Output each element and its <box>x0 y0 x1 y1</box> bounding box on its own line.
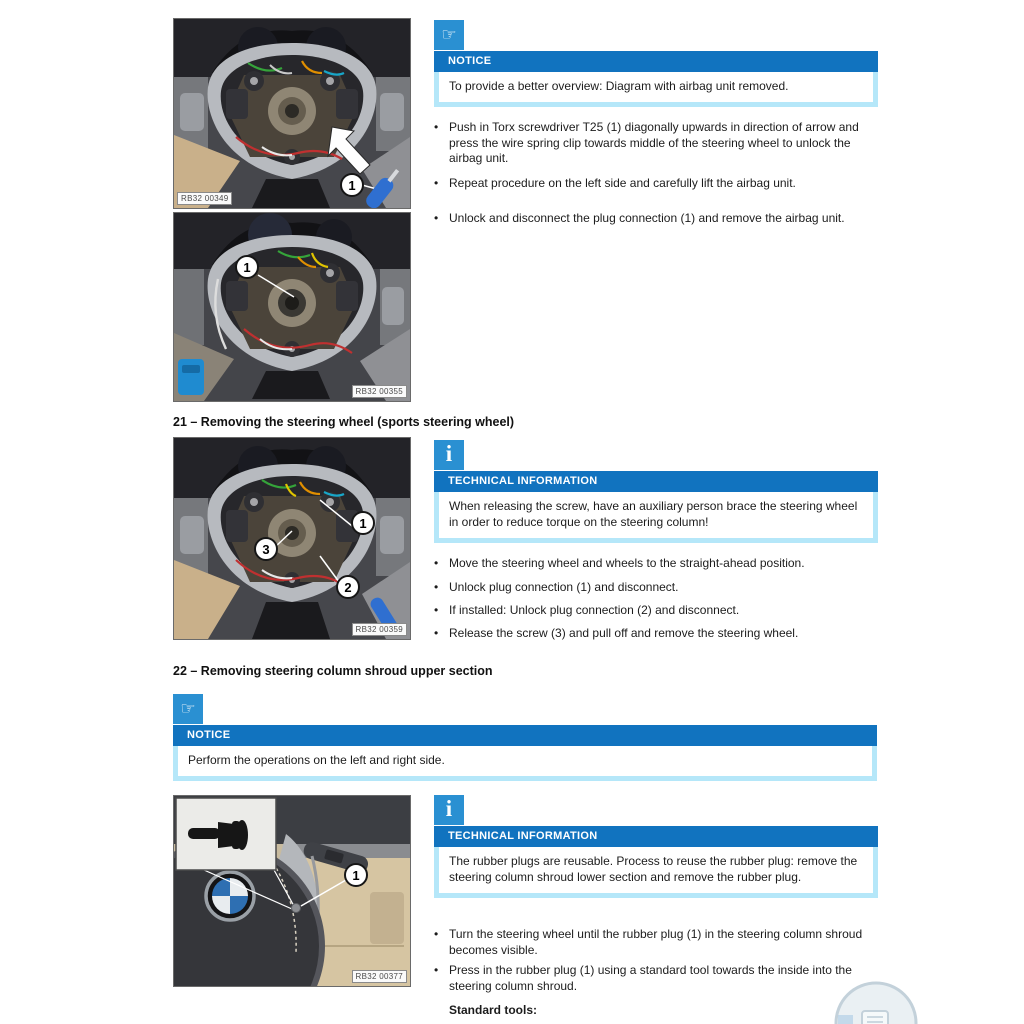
blue-connector-icon <box>178 359 204 395</box>
notice-header: NOTICE <box>434 51 878 72</box>
bullet-item: • Release the screw (3) and pull off and remove the steering wheel. <box>434 626 799 640</box>
callout-badge: 1 <box>344 863 368 887</box>
figure-plug-connection <box>173 212 411 402</box>
callout-badge: 3 <box>254 537 278 561</box>
section-heading-21: 21 – Removing the steering wheel (sports steering wheel) <box>173 415 515 429</box>
callout-badge: 1 <box>340 173 364 197</box>
bullet-item: • Push in Torx screwdriver T25 (1) diagonally upwards in direction of arrow and press the wire spring clip towards middle of the steering wheel to unlock the airbag unit. <box>434 120 859 166</box>
techinfo-body: The rubber plugs are reusable. Process to reuse the rubber plug: remove the steering column shroud lower section and remove the rubber plug. <box>434 847 878 898</box>
bullet-item: • Repeat procedure on the left side and carefully lift the airbag unit. <box>434 176 796 190</box>
bullet-item: • Unlock and disconnect the plug connection (1) and remove the airbag unit. <box>434 211 845 225</box>
notice-body: To provide a better overview: Diagram with airbag unit removed. <box>434 72 878 107</box>
bullet-item: • If installed: Unlock plug connection (2) and disconnect. <box>434 603 740 617</box>
techinfo-body: When releasing the screw, have an auxiliary person brace the steering wheel in order to reduce torque on the steering column! <box>434 492 878 543</box>
steering-wheel-photo <box>174 213 410 401</box>
figure-label: RB32 00377 <box>352 970 407 983</box>
figure-label: RB32 00359 <box>352 623 407 636</box>
techinfo-header: TECHNICAL INFORMATION <box>434 471 878 492</box>
bullet-item: • Move the steering wheel and wheels to the straight-ahead position. <box>434 556 805 570</box>
section-heading-22: 22 – Removing steering column shroud upper section <box>173 664 493 678</box>
techinfo-header: TECHNICAL INFORMATION <box>434 826 878 847</box>
pointing-hand-icon: ☞ <box>173 694 203 724</box>
bullet-item: • Press in the rubber plug (1) using a standard tool towards the inside into the steering column shroud. <box>434 963 852 993</box>
watermark-icon <box>818 973 938 1024</box>
figure-sports-steering-wheel <box>173 437 411 640</box>
figure-label: RB32 00355 <box>352 385 407 398</box>
bullet-item: • Unlock plug connection (1) and disconnect. <box>434 580 679 594</box>
bmw-roundel <box>206 872 254 920</box>
info-icon: i <box>434 795 464 825</box>
notice-header: NOTICE <box>173 725 877 746</box>
notice-body: Perform the operations on the left and right side. <box>173 746 877 781</box>
steering-wheel-photo <box>174 19 410 208</box>
callout-badge: 1 <box>235 255 259 279</box>
figure-airbag-unlock <box>173 18 411 209</box>
rubber-plug-inset <box>176 798 276 870</box>
steering-column-photo <box>174 796 410 986</box>
figure-label: RB32 00349 <box>177 192 232 205</box>
figure-rubber-plug <box>173 795 411 987</box>
callout-badge: 2 <box>336 575 360 599</box>
standard-tools-label: Standard tools: <box>449 1003 538 1017</box>
pointing-hand-icon: ☞ <box>434 20 464 50</box>
steering-wheel-photo <box>174 438 410 639</box>
callout-badge: 1 <box>351 511 375 535</box>
bullet-item: • Turn the steering wheel until the rubber plug (1) in the steering column shroud becomes visible. <box>434 927 863 957</box>
info-icon: i <box>434 440 464 470</box>
